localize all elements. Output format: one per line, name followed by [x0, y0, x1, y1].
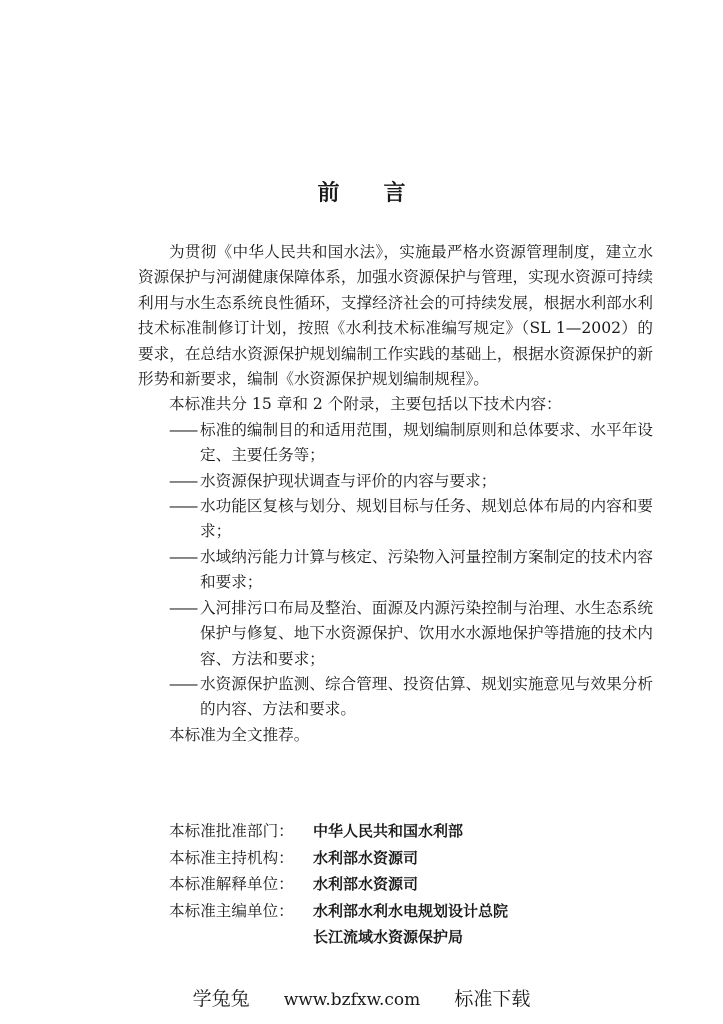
- list-item-text: 标准的编制目的和适用范围，规划编制原则和总体要求、水平年设定、主要任务等；: [200, 420, 653, 465]
- list-item: [138, 494, 653, 545]
- page-title: [0, 176, 723, 207]
- credit-value: 水利部水利水电规划设计总院: [313, 901, 509, 920]
- footer-tagline: 标准下载: [454, 988, 531, 1010]
- credit-label: 本标准批准部门：: [169, 822, 294, 840]
- list-item-text: 水功能区复核与划分、规划目标与任务、规划总体布局的内容和要求；: [200, 497, 653, 541]
- title-char-2: 言: [383, 181, 406, 206]
- credit-row-host: [169, 845, 508, 872]
- credit-row-approver: [169, 818, 508, 845]
- dash-marker: ——: [169, 497, 197, 516]
- dash-marker: ——: [169, 471, 197, 490]
- list-item-text: 水资源保护监测、综合管理、投资估算、规划实施意见与效果分析的内容、方法和要求。: [200, 674, 653, 719]
- contents-intro: 本标准共分 15 章和 2 个附录，主要包括以下技术内容：: [169, 395, 562, 414]
- title-char-1: 前: [317, 181, 340, 206]
- dash-marker: ——: [169, 547, 197, 566]
- footer-url-link[interactable]: www.bzfxw.com: [283, 990, 421, 1010]
- credit-row-interpreter: [169, 871, 508, 898]
- credit-row-co-editor: [169, 924, 508, 951]
- list-item-text: 入河排污口布局及整治、面源及内源污染控制与治理、水生态系统保护与修复、地下水资源保护、饮用水水源地保护等措施的技术内容、方法和要求；: [200, 598, 653, 668]
- dash-marker: ——: [169, 674, 197, 693]
- list-item: [138, 418, 653, 469]
- credits-block: [169, 818, 508, 951]
- credit-value: 中华人民共和国水利部: [313, 822, 464, 840]
- credit-label: 本标准主编单位：: [169, 901, 294, 920]
- preface-body: [138, 240, 653, 748]
- list-item: [138, 469, 653, 494]
- credit-value-extra: 长江流域水资源保护局: [313, 928, 464, 946]
- recommendation-text: 本标准为全文推荐。: [169, 725, 310, 744]
- intro-paragraph: 为贯彻《中华人民共和国水法》，实施最严格水资源管理制度，建立水资源保护与河湖健康保障体系，加强水资源保护与管理，实现水资源可持续利用与水生态系统良性循环，支撑经济社会的可持续发展，根据水利部水利技术标准制修订计划，按照《水利技术标准编写规定》（SL 1—2002）的要求，在总结水资源保护规划编制工作实践的基础上，根据水资源保护的新形势和新要求，编制《水资源保护规划编制规程》。: [138, 243, 653, 389]
- credit-value: 水利部水资源司: [313, 848, 419, 867]
- list-item: [138, 596, 653, 672]
- footer-site-name: 学兔兔: [192, 988, 250, 1010]
- credit-row-chief-editor: [169, 898, 508, 925]
- credit-label: 本标准解释单位：: [169, 875, 294, 893]
- credit-label: 本标准主持机构：: [169, 848, 294, 867]
- dash-marker: ——: [169, 598, 197, 617]
- list-item: [138, 672, 653, 723]
- footer-watermark: [0, 984, 723, 1011]
- dash-marker: ——: [169, 420, 197, 439]
- list-item-text: 水域纳污能力计算与核定、污染物入河量控制方案制定的技术内容和要求；: [200, 547, 653, 592]
- list-item-text: 水资源保护现状调查与评价的内容与要求；: [200, 471, 497, 490]
- list-item: [138, 545, 653, 596]
- credit-value: 水利部水资源司: [313, 875, 419, 893]
